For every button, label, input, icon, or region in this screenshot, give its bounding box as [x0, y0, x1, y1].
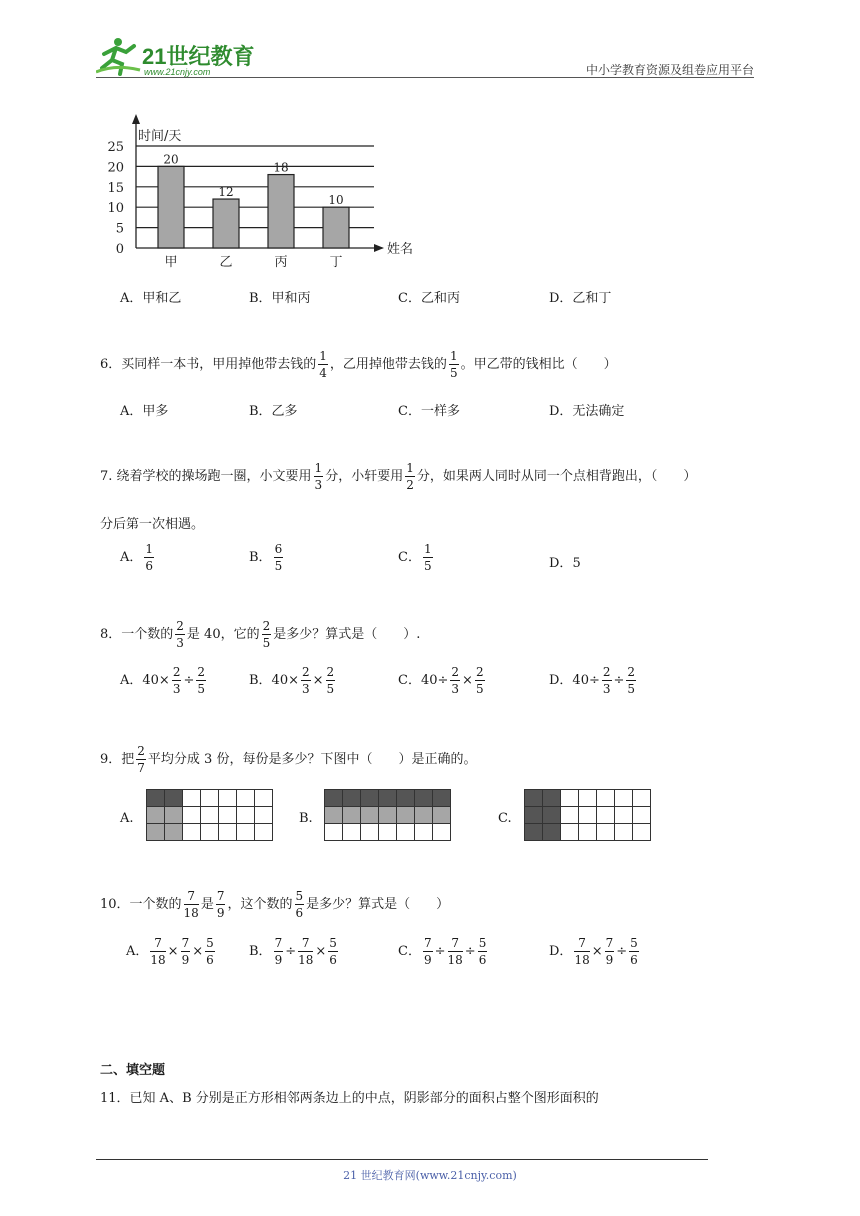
- bar: [268, 175, 294, 248]
- header-platform-text: 中小学教育资源及组卷应用平台: [585, 63, 754, 77]
- q7-option-a[interactable]: A． $\frac{1}{6}$: [120, 542, 154, 573]
- q7-option-c[interactable]: C． $\frac{1}{5}$: [398, 542, 432, 573]
- q7-option-d[interactable]: D．5: [549, 556, 581, 571]
- fraction: $\frac{2}{3}$: [176, 619, 184, 650]
- fraction: $\frac{1}{5}$: [449, 349, 458, 380]
- footer-divider: [96, 1159, 708, 1160]
- y-tick-label: 15: [107, 180, 124, 196]
- q8-option-d[interactable]: D．40÷ $\frac{2}{3}$ ÷ $\frac{2}{5}$: [549, 665, 636, 696]
- q5-option-d[interactable]: D．乙和丁: [549, 291, 612, 306]
- q10-option-d[interactable]: D． $\frac{7}{18}$ × $\frac{7}{9}$ ÷ $\frac{5}{6}$: [549, 936, 638, 967]
- category-label: 甲: [164, 255, 178, 270]
- q7-stem-line2: 分后第一次相遇。: [100, 517, 205, 532]
- site-logo: [96, 34, 266, 78]
- logo-text: 21世纪教育: [142, 44, 255, 69]
- q9-option-c[interactable]: C.: [498, 811, 512, 826]
- q5-option-c[interactable]: C．乙和丙: [398, 291, 460, 306]
- fraction: $\frac{7}{18}$: [183, 889, 199, 920]
- q5-option-a[interactable]: A．甲和乙: [120, 291, 182, 306]
- y-tick-label: 10: [107, 201, 124, 217]
- bar: [158, 166, 184, 248]
- fraction: $\frac{1}{2}$: [406, 461, 414, 492]
- q9-option-b[interactable]: B.: [299, 811, 313, 826]
- fraction: $\frac{2}{7}$: [137, 744, 145, 775]
- q6-option-d[interactable]: D．无法确定: [549, 404, 625, 419]
- bar: [213, 199, 239, 248]
- q7-option-b[interactable]: B． $\frac{6}{5}$: [249, 542, 283, 573]
- y-tick-label: 0: [115, 242, 124, 257]
- q9-option-a[interactable]: A.: [120, 811, 134, 826]
- data-label: 10: [328, 193, 344, 208]
- fraction: $\frac{7}{9}$: [216, 889, 225, 920]
- y-tick-label: 25: [107, 140, 124, 155]
- q6-option-c[interactable]: C．一样多: [398, 404, 460, 419]
- q8-stem: 8．一个数的 $\frac{2}{3}$ 是 40，它的 $\frac{2}{5}$ 是多少？算式是（ ）.: [100, 619, 421, 650]
- q6-option-b[interactable]: B．乙多: [249, 404, 298, 419]
- logo-url: www.21cnjy.com: [144, 67, 211, 77]
- fraction: $\frac{2}{5}$: [262, 619, 271, 650]
- data-label: 20: [163, 152, 179, 167]
- fraction: $\frac{5}{6}$: [295, 889, 304, 920]
- q8-option-b[interactable]: B．40× $\frac{2}{3}$ × $\frac{2}{5}$: [249, 665, 335, 696]
- footer-text: 21 世纪教育网(www.21cnjy.com): [343, 1169, 517, 1182]
- section-title: 二、填空题: [100, 1063, 166, 1078]
- q9-stem: 9．把 $\frac{2}{7}$ 平均分成 3 份，每份是多少？下图中（ ）是正确的。: [100, 744, 477, 775]
- q9-grid-c: [524, 789, 651, 841]
- q11-stem: 11．已知 A、B 分别是正方形相邻两条边上的中点，阴影部分的面积占整个图形面积的: [100, 1091, 599, 1106]
- category-label: 乙: [219, 255, 233, 270]
- q9-grid-a: [146, 789, 273, 841]
- fraction: $\frac{1}{4}$: [319, 349, 327, 380]
- q9-grid-b: [324, 789, 451, 841]
- bar: [323, 207, 349, 248]
- category-label: 丙: [274, 255, 288, 270]
- q10-stem: 10．一个数的 $\frac{7}{18}$ 是 $\frac{7}{9}$ ，这个数的 $\frac{5}{6}$ 是多少？算式是（ ）: [100, 889, 450, 920]
- q6-stem: 6．买同样一本书，甲用掉他带去钱的 $\frac{1}{4}$ ，乙用掉他带去钱的 $\frac{1}{5}$ 。甲乙带的钱相比（ ）: [100, 349, 617, 380]
- q7-stem: 7. 绕着学校的操场跑一圈，小文要用 $\frac{1}{3}$ 分，小轩要用 $\frac{1}{2}$ 分，如果两人同时从同一个点相背跑出，（ ）: [100, 461, 697, 492]
- x-axis-arrow-icon: [374, 244, 384, 252]
- q5-option-b[interactable]: B．甲和丙: [249, 291, 311, 306]
- category-label: 丁: [329, 255, 343, 270]
- q8-option-c[interactable]: C．40÷ $\frac{2}{3}$ × $\frac{2}{5}$: [398, 665, 484, 696]
- q8-option-a[interactable]: A．40× $\frac{2}{3}$ ÷ $\frac{2}{5}$: [120, 665, 206, 696]
- q10-option-b[interactable]: B． $\frac{7}{9}$ ÷ $\frac{7}{18}$ × $\frac{5}{6}$: [249, 936, 337, 967]
- q10-option-a[interactable]: A． $\frac{7}{18}$ × $\frac{7}{9}$ × $\frac{5}{6}$: [126, 936, 214, 967]
- y-axis-label: 时间/天: [138, 129, 182, 144]
- header-divider: [96, 77, 754, 78]
- y-axis-arrow-icon: [132, 114, 140, 124]
- data-label: 18: [273, 160, 289, 175]
- q6-option-a[interactable]: A．甲多: [120, 404, 169, 419]
- fraction: $\frac{1}{3}$: [314, 461, 323, 492]
- y-tick-label: 20: [107, 160, 124, 176]
- x-axis-label: 姓名: [387, 242, 414, 257]
- y-tick-label: 5: [115, 221, 124, 237]
- data-label: 12: [218, 185, 234, 200]
- q10-option-c[interactable]: C． $\frac{7}{9}$ ÷ $\frac{7}{18}$ ÷ $\frac{5}{6}$: [398, 936, 487, 967]
- bar-chart: [96, 108, 436, 273]
- runner-icon: [96, 38, 140, 74]
